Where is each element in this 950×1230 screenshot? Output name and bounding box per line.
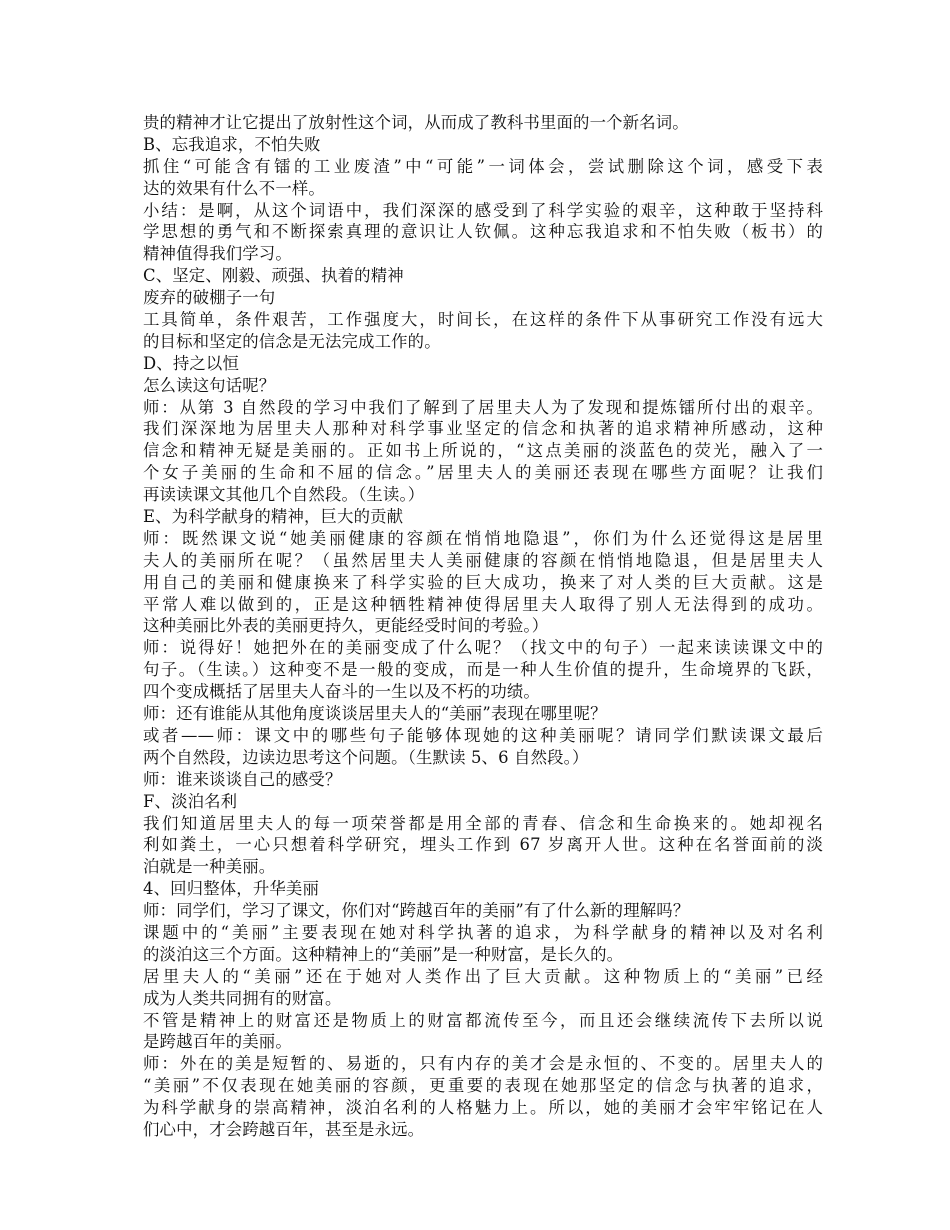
text-line: 再读读课文其他几个自然段。（生读。）: [143, 485, 425, 505]
text-line: 夫人的美丽所在呢？（虽然居里夫人美丽健康的容颜在悄悄地隐退，但是居里夫人: [143, 550, 823, 570]
text-line: 学思想的勇气和不断探索真理的意识让人钦佩。这种忘我追求和不怕失败（板书）的: [143, 222, 823, 242]
text-line: C、坚定、刚毅、顽强、执着的精神: [143, 266, 404, 286]
text-line: E、为科学献身的精神，巨大的贡献: [143, 507, 404, 527]
text-line: 精神值得我们学习。: [143, 244, 292, 264]
text-line: 为科学献身的崇高精神，淡泊名利的人格魅力上。所以，她的美丽才会牢牢铭记在人: [143, 1098, 823, 1118]
text-line: 两个自然段，边读边思考这个问题。（生默读 5、6 自然段。）: [143, 747, 589, 767]
text-line: 这种美丽比外表的美丽更持久，更能经受时间的考验。）: [143, 616, 549, 636]
text-line: 工具简单，条件艰苦，工作强度大，时间长，在这样的条件下从事研究工作没有远大: [143, 310, 823, 330]
text-line: 达的效果有什么不一样。: [143, 178, 325, 198]
text-line: 利如粪土，一心只想着科学研究，埋头工作到 67 岁离开人世。这种在名誉面前的淡: [143, 835, 823, 855]
text-line: 废弃的破棚子一句: [143, 288, 276, 308]
text-line: 的目标和坚定的信念是无法完成工作的。: [143, 331, 441, 351]
text-line: 师：说得好！她把外在的美丽变成了什么呢？（找文中的句子）一起来读读课文中的: [143, 638, 823, 658]
text-line: 泊就是一种美丽。: [143, 857, 276, 877]
text-line: 信念和精神无疑是美丽的。正如书上所说的，“这点美丽的淡蓝色的荧光，融入了一: [143, 441, 823, 461]
text-line: 师：既然课文说“她美丽健康的容颜在悄悄地隐退”，你们为什么还觉得这是居里: [143, 528, 823, 548]
text-line: 怎么读这句话呢？: [143, 375, 276, 395]
text-line: D、持之以恒: [143, 353, 239, 373]
text-line: 4、回归整体，升华美丽: [143, 879, 319, 899]
text-line: 师：还有谁能从其他角度谈谈居里夫人的“美丽”表现在哪里呢？: [143, 704, 607, 724]
text-line: 个女子美丽的生命和不屈的信念。”居里夫人的美丽还表现在哪些方面呢？让我们: [143, 463, 823, 483]
text-line: 的淡泊这三个方面。这种精神上的“美丽”是一种财富，是长久的。: [143, 944, 624, 964]
text-line: 我们知道居里夫人的每一项荣誉都是用全部的青春、信念和生命换来的。她却视名: [143, 813, 823, 833]
text-line: 师：外在的美是短暂的、易逝的，只有内存的美才会是永恒的、不变的。居里夫人的: [143, 1054, 823, 1074]
text-line: 们心中，才会跨越百年，甚至是永远。: [143, 1119, 425, 1139]
text-line: 不管是精神上的财富还是物质上的财富都流传至今，而且还会继续流传下去所以说: [143, 1010, 823, 1030]
text-line: 四个变成概括了居里夫人奋斗的一生以及不朽的功绩。: [143, 682, 540, 702]
text-line: 抓住“可能含有镭的工业废渣”中“可能”一词体会，尝试删除这个词，感受下表: [143, 156, 823, 176]
text-line: 师：从第 3 自然段的学习中我们了解到了居里夫人为了发现和提炼镭所付出的艰辛。: [143, 397, 823, 417]
text-line: 成为人类共同拥有的财富。: [143, 988, 342, 1008]
text-line: 师：谁来谈谈自己的感受？: [143, 769, 342, 789]
text-line: 贵的精神才让它提出了放射性这个词，从而成了教科书里面的一个新名词。: [143, 113, 689, 132]
text-line: 我们深深地为居里夫人那种对科学事业坚定的信念和执著的追求精神所感动，这种: [143, 419, 823, 439]
text-line: B、忘我追求，不怕失败: [143, 134, 321, 154]
text-line: 用自己的美丽和健康换来了科学实验的巨大成功，换来了对人类的巨大贡献。这是: [143, 572, 823, 592]
text-line: 师：同学们，学习了课文，你们对“跨越百年的美丽”有了什么新的理解吗？: [143, 901, 690, 921]
text-line: 平常人难以做到的，正是这种牺牲精神使得居里夫人取得了别人无法得到的成功。: [143, 594, 823, 614]
text-line: 或者——师：课文中的哪些句子能够体现她的这种美丽呢？请同学们默读课文最后: [143, 725, 823, 745]
document-body: [143, 112, 823, 1141]
text-line: 课题中的“美丽”主要表现在她对科学执著的追求，为科学献身的精神以及对名利: [143, 922, 823, 942]
text-line: 居里夫人的“美丽”还在于她对人类作出了巨大贡献。这种物质上的“美丽”已经: [143, 966, 823, 986]
text-line: F、淡泊名利: [143, 791, 238, 811]
text-line: 句子。（生读。）这种变不是一般的变成，而是一种人生价值的提升，生命境界的飞跃，: [143, 660, 823, 680]
text-line: “美丽”不仅表现在她美丽的容颜，更重要的表现在她那坚定的信念与执著的追求，: [143, 1076, 823, 1096]
text-line: 小结：是啊，从这个词语中，我们深深的感受到了科学实验的艰辛，这种敢于坚持科: [143, 200, 823, 220]
text-line: 是跨越百年的美丽。: [143, 1032, 292, 1052]
